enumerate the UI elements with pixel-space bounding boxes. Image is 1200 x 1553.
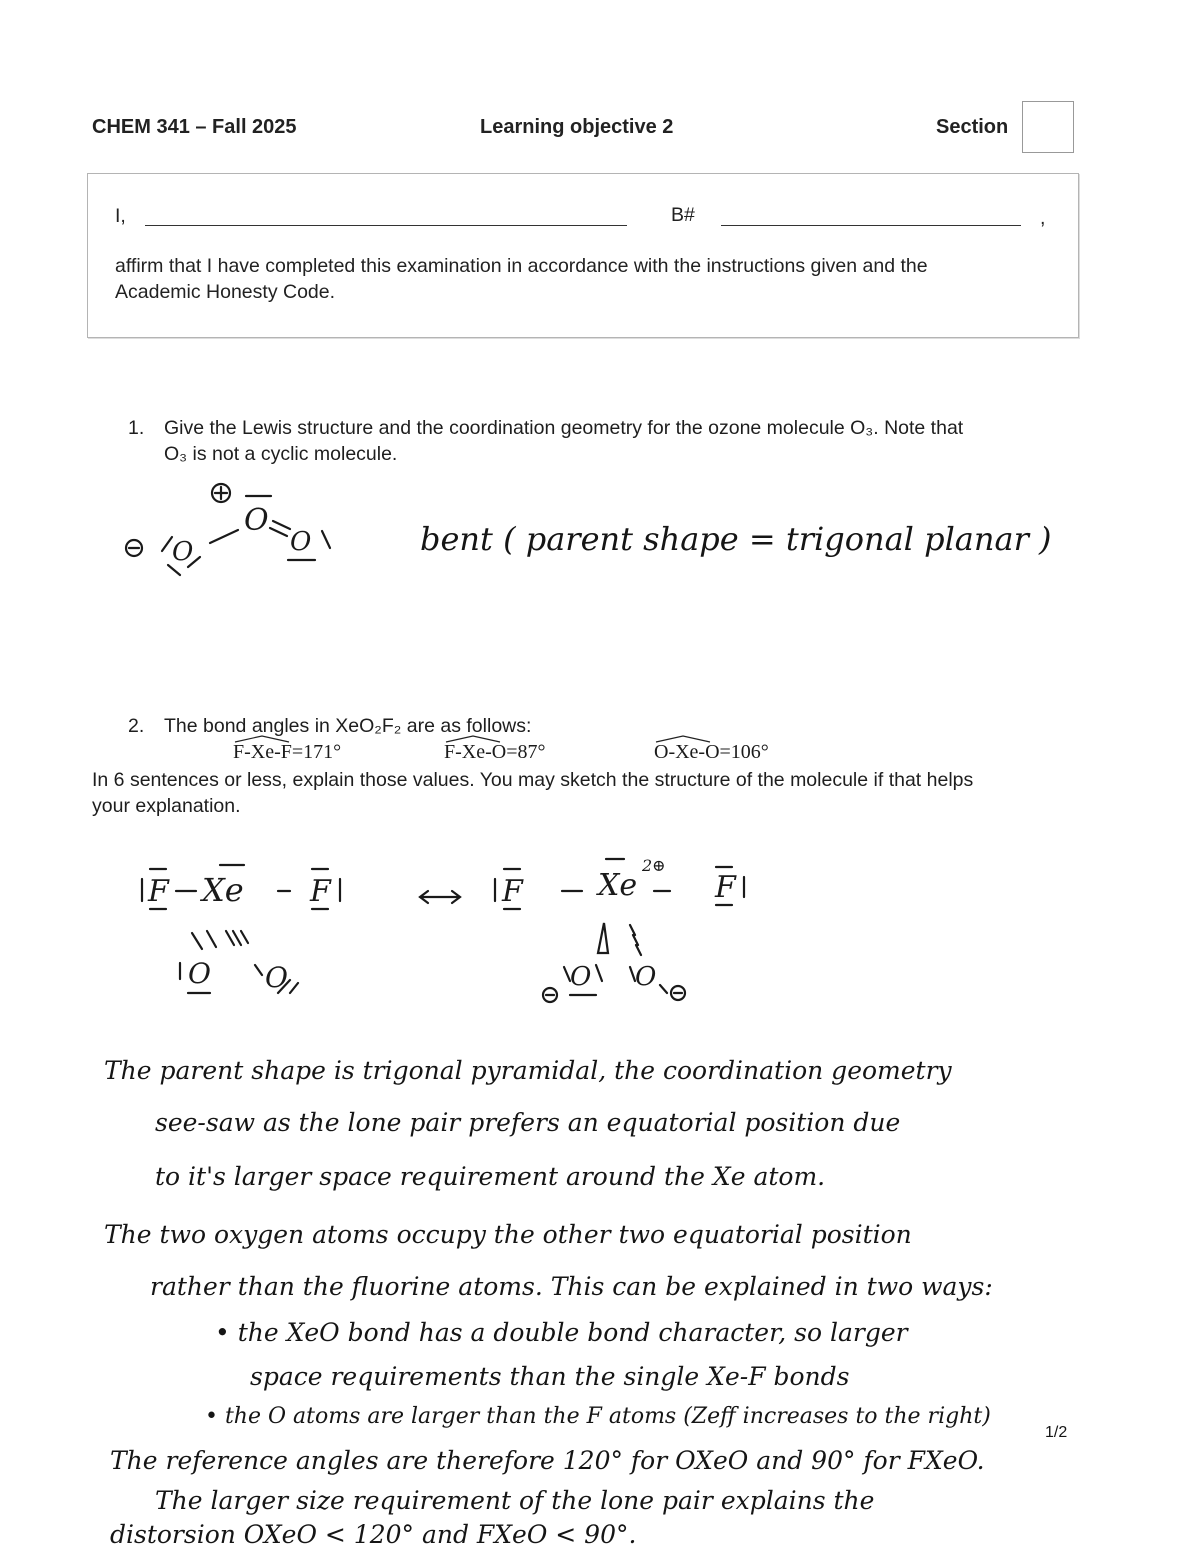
xeo2f2-resonance-sketch	[130, 845, 780, 1010]
svg-text:Xe: Xe	[202, 871, 244, 909]
q2-text-line-2: In 6 sentences or less, explain those values. You may sketch the structure of the molecule if that helps	[92, 769, 974, 791]
q1-text-line-1: Give the Lewis structure and the coordination geometry for the ozone molecule O₃. Note that	[164, 417, 964, 439]
angle-f-xe-f	[233, 741, 341, 764]
angle-hat-icon	[654, 735, 712, 743]
answer-line-9: The reference angles are therefore 120° for OXeO and 90° for FXeO.	[110, 1446, 985, 1475]
affirm-comma: ,	[1040, 207, 1046, 229]
q1-text-line-2: O₃ is not a cyclic molecule.	[164, 443, 398, 465]
name-line[interactable]	[145, 225, 627, 226]
q1-number: 1.	[128, 417, 145, 439]
b-number-line[interactable]	[721, 225, 1021, 226]
answer-line-2: see-saw as the lone pair prefers an equatorial position due	[155, 1108, 901, 1137]
resonance-structure-right	[495, 856, 744, 1002]
q2-text-line-1: The bond angles in XeO₂F₂ are as follows:	[164, 715, 532, 737]
resonance-arrow-icon	[420, 891, 460, 903]
svg-text:Xe: Xe	[598, 868, 638, 903]
answer-line-3: to it's larger space requirement around the Xe atom.	[155, 1162, 826, 1191]
angle-hat-icon	[233, 735, 291, 743]
course-title: CHEM 341 – Fall 2025	[92, 116, 297, 138]
answer-line-7: space requirements than the single Xe-F bonds	[250, 1362, 850, 1391]
svg-text:F: F	[310, 874, 331, 909]
svg-text:O: O	[188, 957, 211, 990]
svg-text:O: O	[635, 962, 657, 992]
right-oxygen: O	[290, 527, 312, 557]
left-oxygen: O	[172, 537, 194, 567]
svg-text:F: F	[502, 874, 523, 909]
ozone-lewis-structure	[110, 475, 360, 585]
b-number-label: B#	[671, 204, 695, 226]
q2-number: 2.	[128, 715, 145, 737]
i-label: I,	[115, 205, 126, 227]
affirmation-line-1: affirm that I have completed this examination in accordance with the instructions given and the	[115, 255, 928, 277]
answer-line-11: distorsion OXeO < 120° and FXeO < 90°.	[110, 1520, 637, 1549]
section-input-box[interactable]	[1022, 101, 1074, 153]
angle-hat-icon	[444, 735, 502, 743]
svg-text:O: O	[265, 961, 288, 994]
svg-text:F: F	[715, 870, 736, 905]
svg-text:2⊕: 2⊕	[642, 856, 666, 875]
answer-line-10: The larger size requirement of the lone pair explains the	[155, 1486, 875, 1515]
angle-f-xe-f-value: F-Xe-F=171°	[233, 741, 342, 763]
answer-line-6: • the XeO bond has a double bond character, so larger	[215, 1318, 908, 1347]
q1-handwritten-answer: bent ( parent shape = trigonal planar )	[420, 520, 1052, 558]
section-label: Section	[936, 116, 1009, 138]
answer-line-5: rather than the fluorine atoms. This can be explained in two ways:	[150, 1272, 993, 1301]
angle-f-xe-o	[444, 741, 545, 764]
affirmation-line-2: Academic Honesty Code.	[115, 281, 336, 303]
learning-objective: Learning objective 2	[480, 116, 674, 138]
q2-text-line-3: your explanation.	[92, 795, 241, 817]
resonance-structure-left	[142, 865, 340, 994]
page-number: 1/2	[1045, 1424, 1068, 1441]
answer-line-1: The parent shape is trigonal pyramidal, the coordination geometry	[104, 1056, 952, 1085]
central-oxygen: O	[244, 503, 269, 538]
svg-text:O: O	[570, 962, 592, 992]
svg-text:F: F	[148, 874, 169, 909]
angle-o-xe-o-value: O-Xe-O=106°	[654, 741, 769, 763]
answer-line-8: • the O atoms are larger than the F atoms (Zeff increases to the right)	[205, 1404, 991, 1429]
angle-o-xe-o	[654, 741, 769, 764]
answer-line-4: The two oxygen atoms occupy the other two equatorial position	[104, 1220, 912, 1249]
angle-f-xe-o-value: F-Xe-O=87°	[444, 741, 546, 763]
